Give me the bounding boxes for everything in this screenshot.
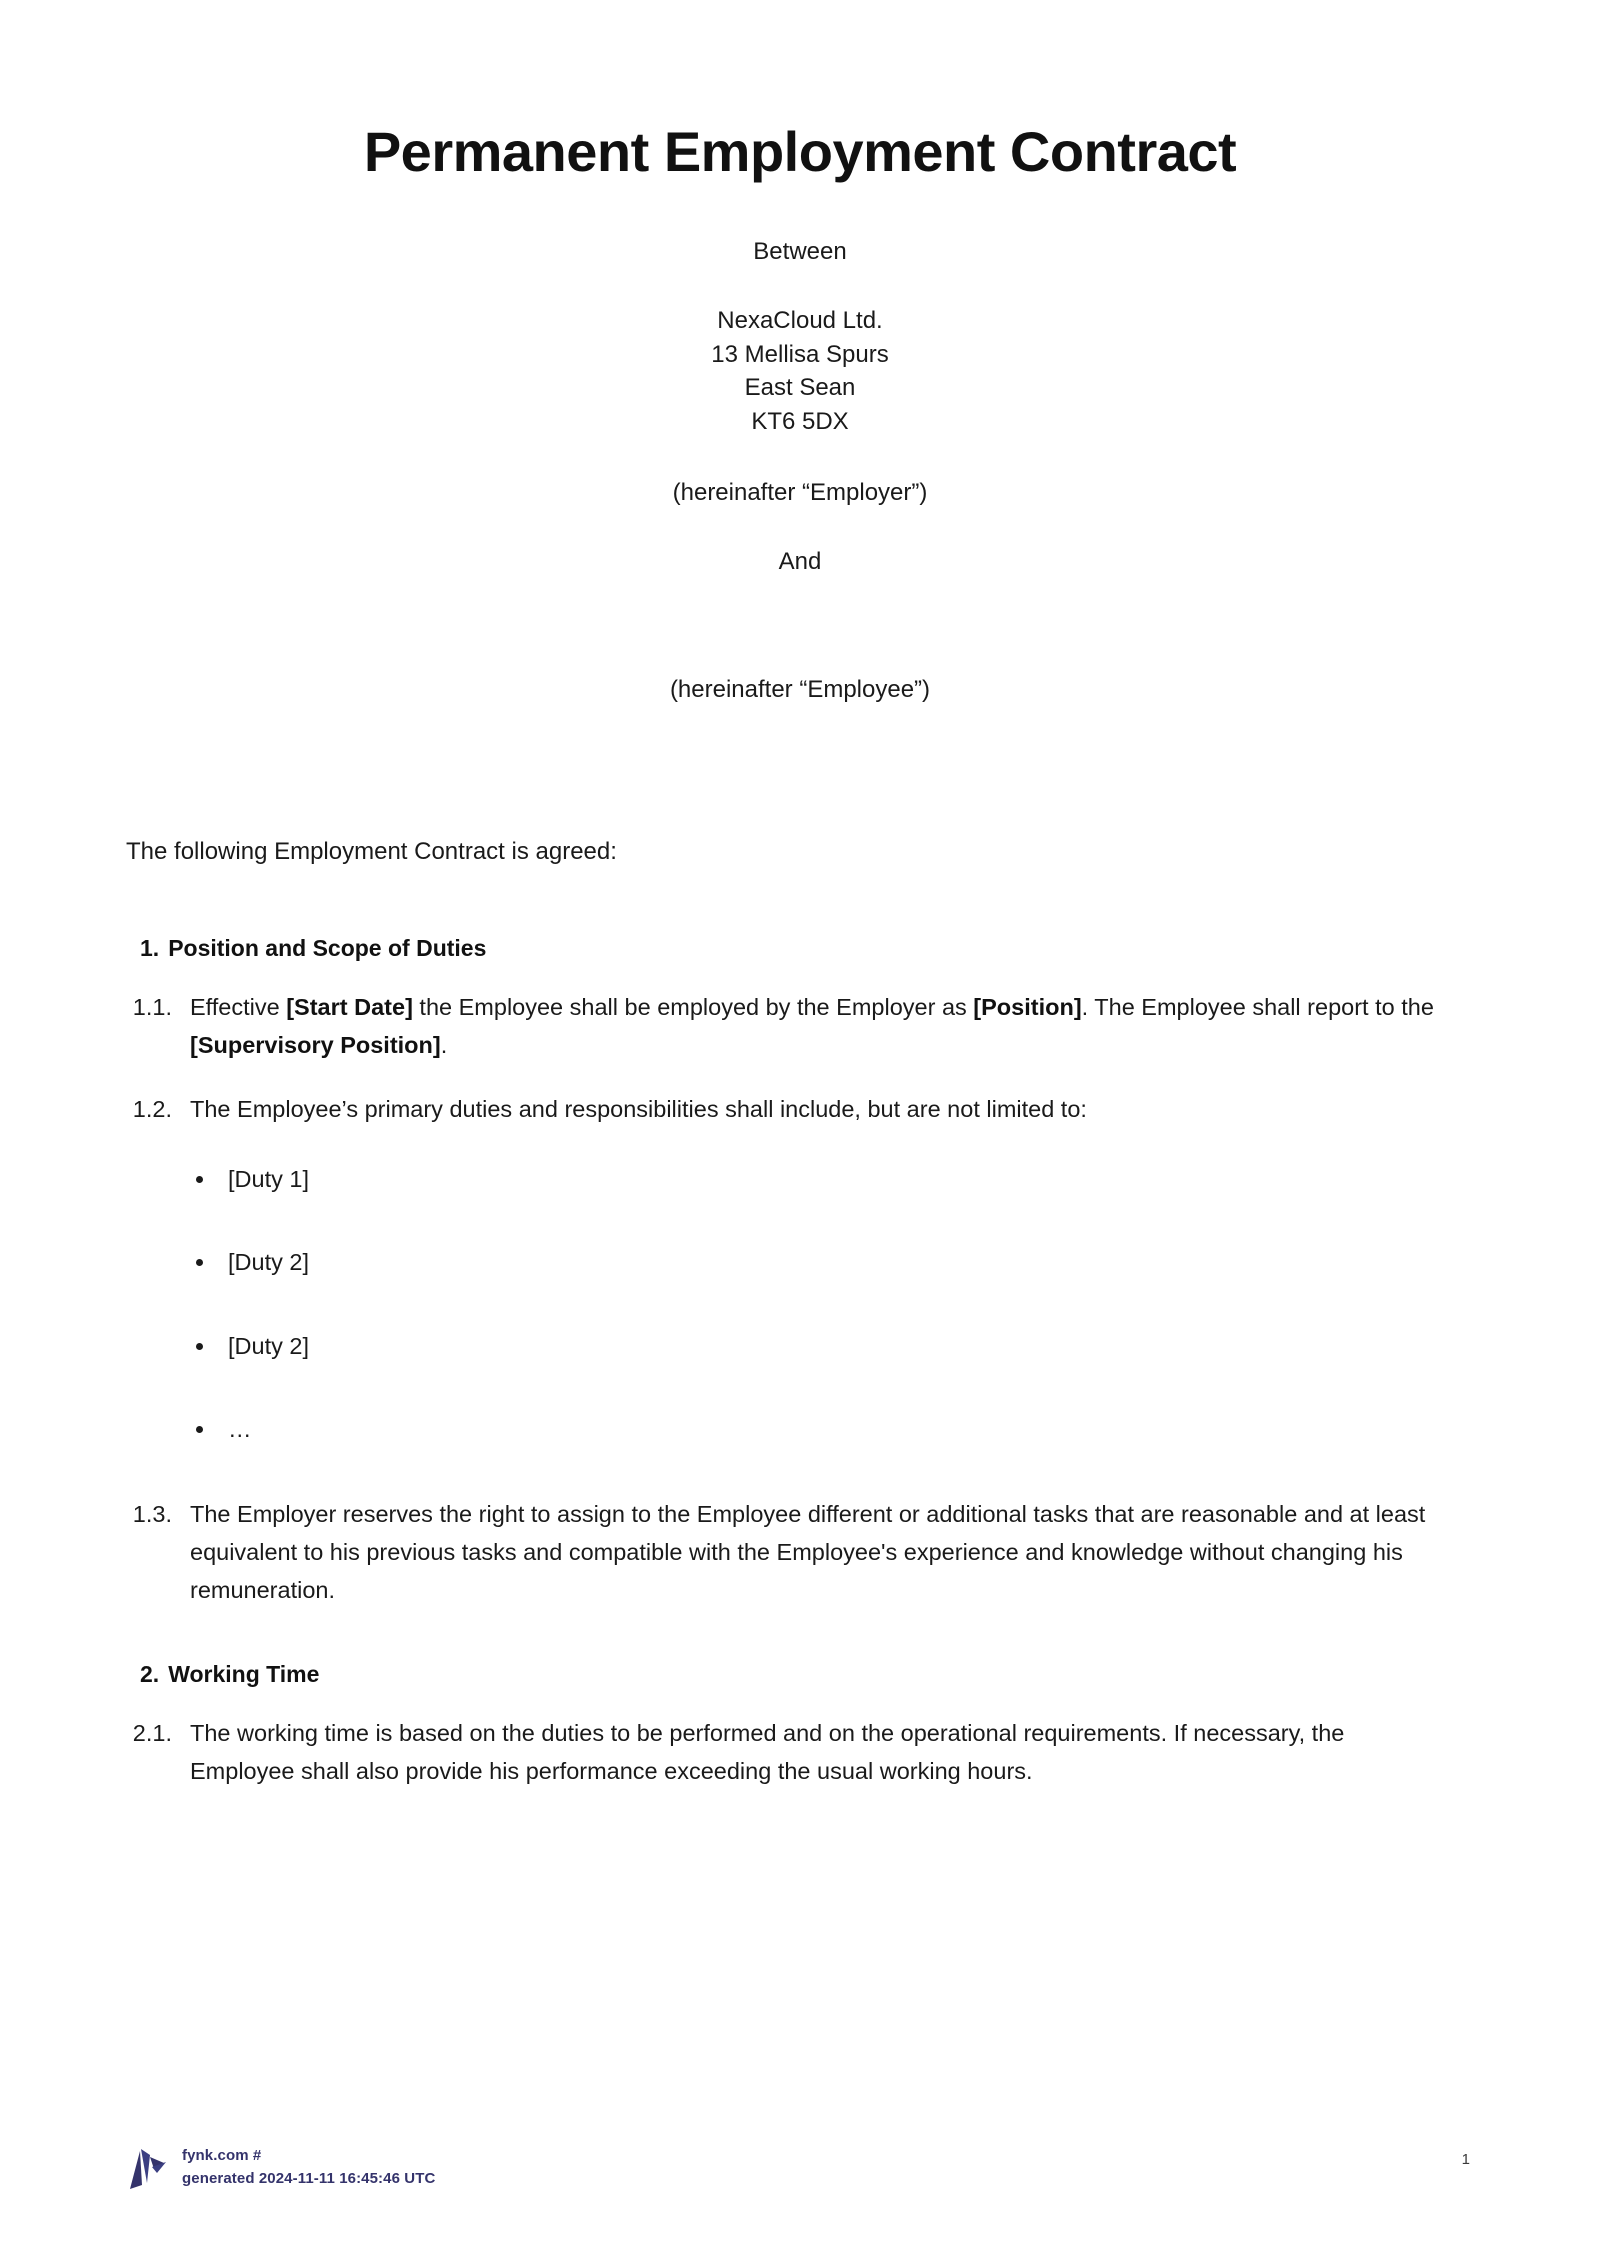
section-title: Working Time xyxy=(168,1661,320,1688)
section-heading xyxy=(0,1661,1600,1688)
list-item: [Duty 1] xyxy=(0,1162,1600,1197)
clause-number: 1.2. xyxy=(132,1096,172,1123)
clause xyxy=(0,988,1600,1064)
clause-number: 1.1. xyxy=(132,994,172,1020)
section-title: Position and Scope of Duties xyxy=(168,935,487,961)
employee-designation: (hereinafter “Employee”) xyxy=(669,676,931,704)
section-number: 2. xyxy=(140,1661,160,1688)
clause-placeholder: [Supervisory Position] xyxy=(190,1032,441,1059)
clause-text: The working time is based on the duties to be performed and on the operational requirements. If necessary, the Employee shall also provide his performance exceeding the usual working hours. xyxy=(190,1720,1345,1785)
page-footer xyxy=(0,2113,1600,2263)
list-item: [Duty 2] xyxy=(0,1245,1600,1280)
parties-block xyxy=(0,236,1600,705)
clause-text: . xyxy=(440,1032,448,1059)
between-label: Between xyxy=(753,238,847,266)
clause-placeholder: [Start Date] xyxy=(286,994,413,1020)
section xyxy=(0,935,1600,1609)
intro-paragraph: The following Employment Contract is agreed: xyxy=(126,838,617,865)
duties-list xyxy=(0,1162,1600,1447)
page-title: Permanent Employment Contract xyxy=(363,120,1237,183)
footer-generated-line: generated 2024-11-11 16:45:46 UTC xyxy=(182,2170,436,2187)
list-item: … xyxy=(0,1412,1600,1447)
employer-postcode: KT6 5DX xyxy=(751,408,849,436)
clause-text: Effective xyxy=(190,994,287,1020)
footer-brand-line[interactable]: fynk.com # xyxy=(182,2146,262,2164)
clause xyxy=(0,1090,1600,1128)
employee-name-placeholder-gap xyxy=(0,578,1600,674)
employer-street: 13 Mellisa Spurs xyxy=(711,340,889,368)
page-number: 1 xyxy=(1461,2151,1470,2168)
sections-container xyxy=(0,935,1600,1791)
employer-address-block xyxy=(0,304,1600,439)
clause-number: 1.3. xyxy=(132,1501,172,1528)
footer-branding xyxy=(126,2141,435,2193)
section xyxy=(0,1661,1600,1790)
clause-text: the Employee shall be employed by the Employer as xyxy=(412,994,974,1020)
clause-number: 2.1. xyxy=(132,1720,172,1747)
section-number: 1. xyxy=(140,935,160,961)
employer-designation: (hereinafter “Employer”) xyxy=(672,478,928,506)
clause xyxy=(0,1495,1600,1609)
clause-placeholder: [Position] xyxy=(973,994,1082,1020)
clause-text: . The Employee shall report to the xyxy=(1081,994,1434,1020)
fynk-bird-logo-icon xyxy=(126,2141,168,2193)
clause xyxy=(0,1714,1600,1790)
and-label: And xyxy=(778,548,822,576)
section-heading xyxy=(0,935,1600,962)
employer-name: NexaCloud Ltd. xyxy=(717,307,883,335)
list-item: [Duty 2] xyxy=(0,1329,1600,1364)
employer-city: East Sean xyxy=(744,374,856,402)
clause-text: The Employee’s primary duties and responsibilities shall include, but are not limited to: xyxy=(190,1096,1087,1123)
clause-text: The Employer reserves the right to assign to the Employee different or additional tasks that are reasonable and at least equivalent to his previous tasks and compatible with the Employee's experience and knowledge without changing his remuneration. xyxy=(190,1501,1426,1604)
footer-text-block xyxy=(182,2144,435,2191)
